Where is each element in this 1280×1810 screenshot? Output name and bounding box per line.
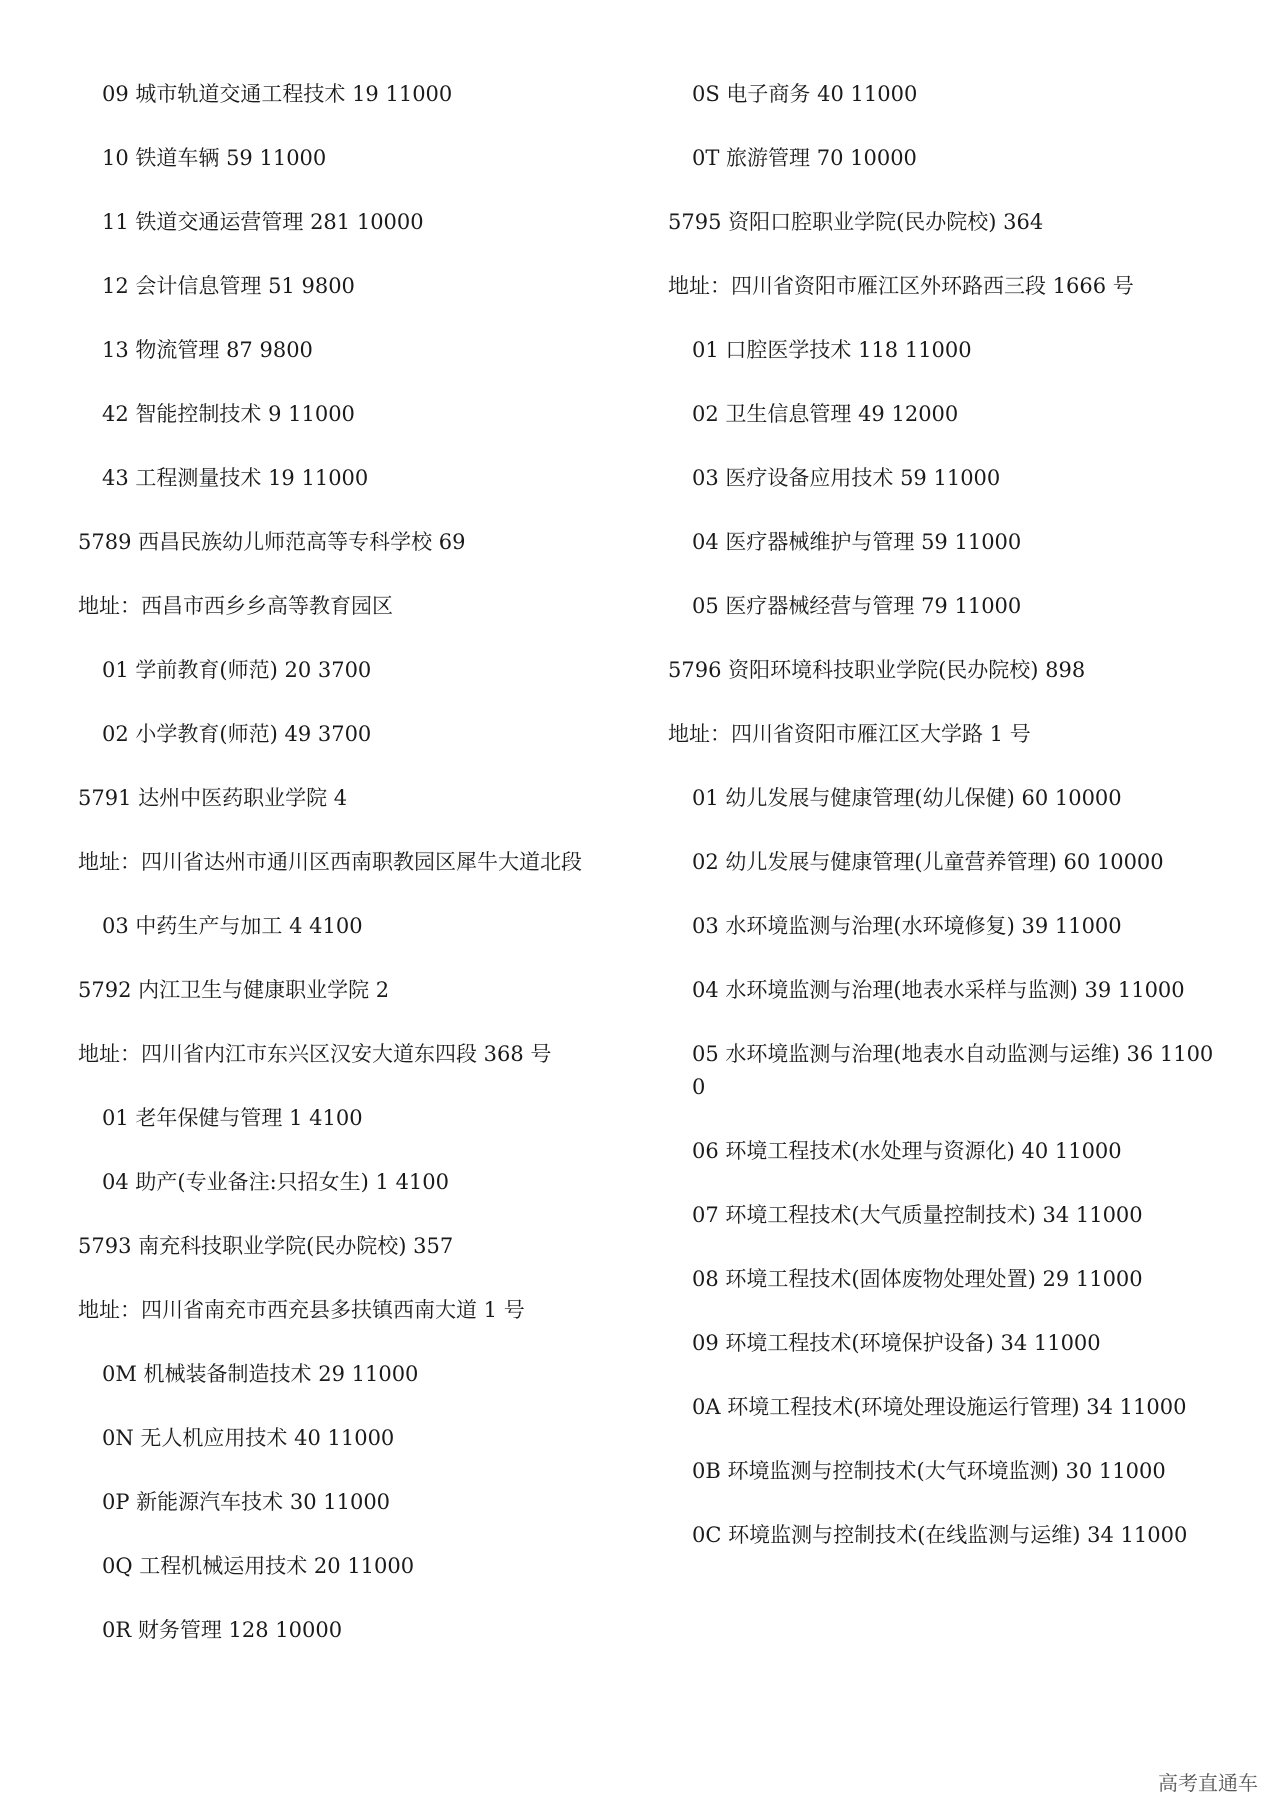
program-entry: 01 幼儿发展与健康管理(幼儿保健) 60 10000 (692, 786, 1122, 810)
program-entry: 04 水环境监测与治理(地表水采样与监测) 39 11000 (692, 978, 1185, 1002)
school-heading: 5795 资阳口腔职业学院(民办院校) 364 (668, 210, 1044, 234)
school-address: 地址：四川省南充市西充县多扶镇西南大道 1 号 (78, 1298, 525, 1322)
program-entry: 03 水环境监测与治理(水环境修复) 39 11000 (692, 914, 1122, 938)
school-address: 地址：四川省内江市东兴区汉安大道东四段 368 号 (78, 1042, 552, 1066)
program-entry: 04 医疗器械维护与管理 59 11000 (692, 530, 1022, 554)
program-entry: 01 口腔医学技术 118 11000 (692, 338, 972, 362)
program-entry: 43 工程测量技术 19 11000 (102, 466, 369, 490)
program-entry: 0N 无人机应用技术 40 11000 (102, 1426, 395, 1450)
program-entry: 13 物流管理 87 9800 (102, 338, 313, 362)
program-entry: 03 医疗设备应用技术 59 11000 (692, 466, 1001, 490)
program-entry: 02 幼儿发展与健康管理(儿童营养管理) 60 10000 (692, 850, 1164, 874)
program-entry: 07 环境工程技术(大气质量控制技术) 34 11000 (692, 1203, 1143, 1227)
program-entry: 12 会计信息管理 51 9800 (102, 274, 355, 298)
program-entry: 08 环境工程技术(固体废物处理处置) 29 11000 (692, 1267, 1143, 1291)
program-entry: 05 医疗器械经营与管理 79 11000 (692, 594, 1022, 618)
school-heading: 5796 资阳环境科技职业学院(民办院校) 898 (668, 658, 1086, 682)
program-entry: 0P 新能源汽车技术 30 11000 (102, 1490, 391, 1514)
program-entry: 09 城市轨道交通工程技术 19 11000 (102, 82, 453, 106)
school-heading: 5789 西昌民族幼儿师范高等专科学校 69 (78, 530, 466, 554)
program-entry: 03 中药生产与加工 4 4100 (102, 914, 363, 938)
program-entry: 42 智能控制技术 9 11000 (102, 402, 355, 426)
program-entry: 01 学前教育(师范) 20 3700 (102, 658, 372, 682)
program-entry: 02 卫生信息管理 49 12000 (692, 402, 959, 426)
school-address: 地址：西昌市西乡乡高等教育园区 (78, 594, 393, 618)
program-entry: 04 助产(专业备注:只招女生) 1 4100 (102, 1170, 450, 1194)
program-entry: 06 环境工程技术(水处理与资源化) 40 11000 (692, 1139, 1122, 1163)
school-heading: 5792 内江卫生与健康职业学院 2 (78, 978, 390, 1002)
program-entry: 01 老年保健与管理 1 4100 (102, 1106, 363, 1130)
left-column (78, 78, 633, 1678)
program-entry: 0R 财务管理 128 10000 (102, 1618, 343, 1642)
program-entry: 10 铁道车辆 59 11000 (102, 146, 327, 170)
program-entry: 0T 旅游管理 70 10000 (692, 146, 917, 170)
watermark: 高考直通车 (1158, 1771, 1258, 1795)
program-entry: 11 铁道交通运营管理 281 10000 (102, 210, 424, 234)
school-heading: 5791 达州中医药职业学院 4 (78, 786, 348, 810)
program-entry: 0S 电子商务 40 11000 (692, 82, 918, 106)
program-entry: 05 水环境监测与治理(地表水自动监测与运维) 36 11000 (692, 1042, 1214, 1099)
school-address: 地址：四川省达州市通川区西南职教园区犀牛大道北段 (78, 850, 582, 874)
right-column (668, 78, 1218, 1583)
program-entry: 02 小学教育(师范) 49 3700 (102, 722, 372, 746)
program-entry: 0C 环境监测与控制技术(在线监测与运维) 34 11000 (692, 1523, 1188, 1547)
program-entry: 0Q 工程机械运用技术 20 11000 (102, 1554, 415, 1578)
program-entry: 0M 机械装备制造技术 29 11000 (102, 1362, 419, 1386)
school-address: 地址：四川省资阳市雁江区外环路西三段 1666 号 (668, 274, 1134, 298)
school-heading: 5793 南充科技职业学院(民办院校) 357 (78, 1234, 454, 1258)
program-entry: 0B 环境监测与控制技术(大气环境监测) 30 11000 (692, 1459, 1166, 1483)
school-address: 地址：四川省资阳市雁江区大学路 1 号 (668, 722, 1031, 746)
program-entry: 0A 环境工程技术(环境处理设施运行管理) 34 11000 (692, 1395, 1187, 1419)
program-entry: 09 环境工程技术(环境保护设备) 34 11000 (692, 1331, 1101, 1355)
